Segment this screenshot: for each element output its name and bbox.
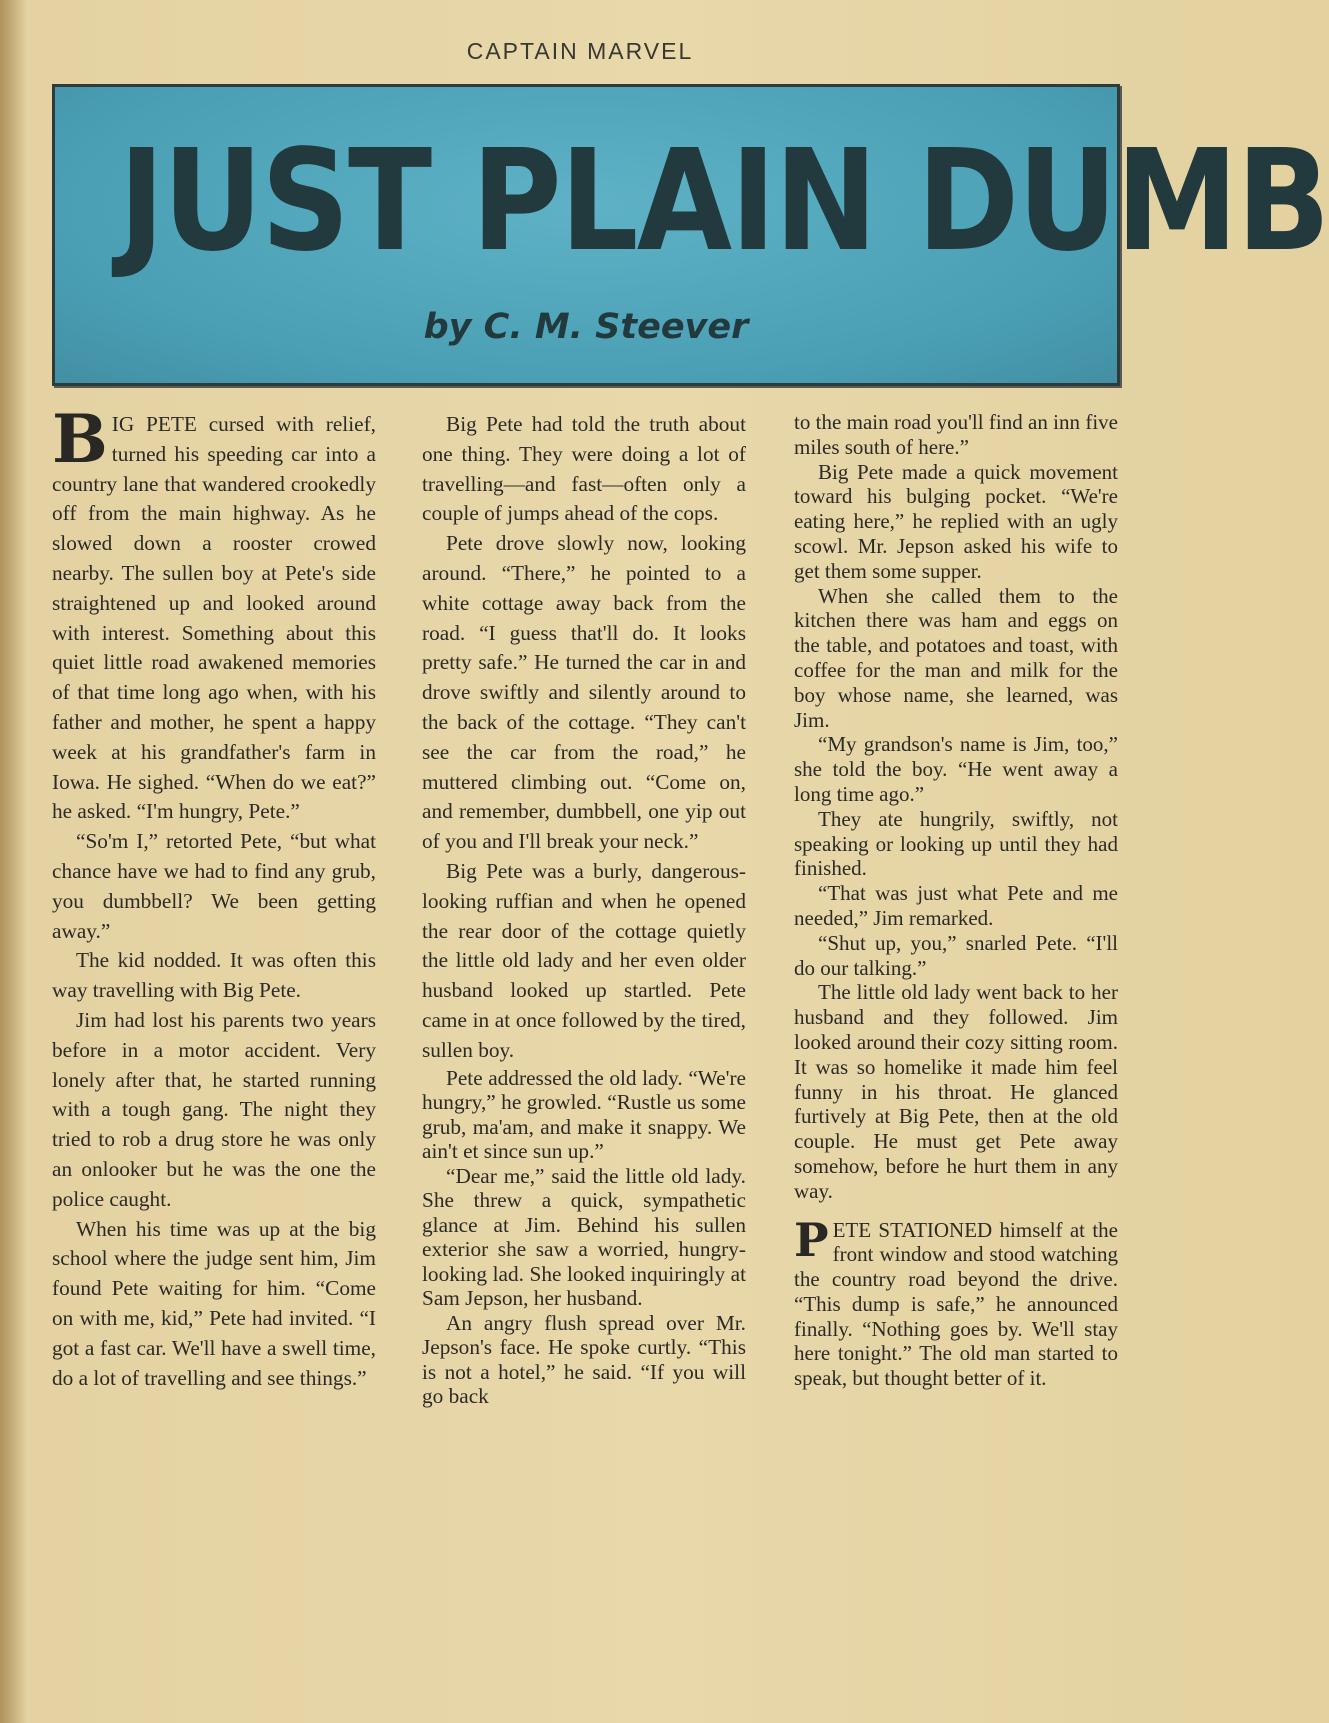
paragraph: “My grandson's name is Jim, too,” she told the boy. “He went away a long time ago.”: [794, 732, 1118, 806]
paragraph: The kid nodded. It was often this way travelling with Big Pete.: [52, 948, 376, 1003]
paragraph: “That was just what Pete and me needed,” Jim remarked.: [794, 881, 1118, 930]
paragraph: Big Pete had told the truth about one thing. They were doing a lot of travelling—and fast—often only a couple of jumps ahead of the cops.: [422, 412, 746, 526]
paragraph: Pete drove slowly now, looking around. “There,” he pointed to a white cottage away back from the road. “I guess that'll do. It looks pretty safe.” He turned the car in and drove swiftly and silently around to the back of the cottage. “They can't see the car from the road,” he muttered climbing out. “Come on, and remember, dumbbell, one yip out of you and I'll break your neck.”: [422, 531, 746, 854]
paragraph: [794, 1212, 1118, 1392]
drop-cap: P: [794, 1212, 829, 1267]
story-title: JUST PLAIN DUMB: [118, 120, 1329, 283]
story-byline: by C. M. Steever: [423, 307, 749, 347]
page-gutter-shadow: [0, 0, 26, 1723]
paragraph: Big Pete made a quick movement toward his bulging pocket. “We're eating here,” he replied with an ugly scowl. Mr. Jepson asked his wife to get them some supper.: [794, 459, 1118, 583]
paragraph: When his time was up at the big school where the judge sent him, Jim found Pete waiting for him. “Come on with me, kid,” Pete had invited. “I got a fast car. We'll have a swell time, do a lot of travelling and see things.”: [52, 1216, 376, 1390]
text-column-2: [422, 410, 746, 1660]
text-column-3: [794, 410, 1118, 1660]
story-body: [52, 400, 1122, 1660]
paragraph: An angry flush spread over Mr. Jepson's face. He spoke curtly. “This is not a hotel,” he said. “If you will go back: [422, 1310, 746, 1409]
text-column-1: [52, 400, 376, 1660]
drop-cap: B: [52, 400, 108, 478]
title-banner: [52, 84, 1329, 386]
paragraph: to the main road you'll find an inn five miles south of here.”: [794, 410, 1118, 459]
paragraph: [52, 400, 376, 827]
paragraph: They ate hungrily, swiftly, not speaking or looking up until they had finished.: [794, 806, 1118, 881]
paragraph: “So'm I,” retorted Pete, “but what chance have we had to find any grub, you dumbbell? We been getting away.”: [52, 829, 376, 943]
paragraph: Pete addressed the old lady. “We're hungry,” he growled. “Rustle us some grub, ma'am, and make it snappy. We ain't et since sun up.”: [422, 1065, 746, 1164]
paragraph-text: ETE STATIONED himself at the front window and stood watching the country road beyond the drive. “This dump is safe,” he announced finally. “Nothing goes by. We'll stay here tonight.” The old man started to speak, but thought better of it.: [794, 1217, 1118, 1391]
paragraph-text: IG PETE cursed with relief, turned his speeding car into a country lane that wandered crookedly off from the main highway. As he slowed down a rooster crowed nearby. The sullen boy at Pete's side straightened up and looked around with interest. Something about this quiet little road awakened memories of that time long ago when, with his father and mother, he spent a happy week at his grandfather's farm in Iowa. He sighed. “When do we eat?” he asked. “I'm hungry, Pete.”: [52, 412, 376, 824]
running-header: CAPTAIN MARVEL: [466, 38, 694, 64]
paragraph: Big Pete was a burly, dangerous-looking ruffian and when he opened the rear door of the cottage quietly the little old lady and her even older husband looked up startled. Pete came in at once followed by the tired, sullen boy.: [422, 858, 746, 1062]
paragraph: “Dear me,” said the little old lady. She threw a quick, sympathetic glance at Jim. Behind his sullen exterior she saw a worried, hungry-looking lad. She looked inquiringly at Sam Jepson, her husband.: [422, 1163, 746, 1311]
section-break: [794, 1204, 1118, 1218]
paragraph: Jim had lost his parents two years before in a motor accident. Very lonely after that, he started running with a tough gang. The night they tried to rob a drug store he was only an onlooker but he was the one the police caught.: [52, 1007, 376, 1211]
paragraph: “Shut up, you,” snarled Pete. “I'll do our talking.”: [794, 930, 1118, 980]
paragraph: The little old lady went back to her husband and they followed. Jim looked around their cozy sitting room. It was so homelike it made him feel funny in his throat. He glanced furtively at Big Pete, then at the old couple. He must get Pete away somehow, before he hurt them in any way.: [794, 980, 1118, 1203]
paragraph: When she called them to the kitchen there was ham and eggs on the table, and potatoes and toast, with coffee for the man and milk for the boy whose name, she learned, was Jim.: [794, 583, 1118, 732]
